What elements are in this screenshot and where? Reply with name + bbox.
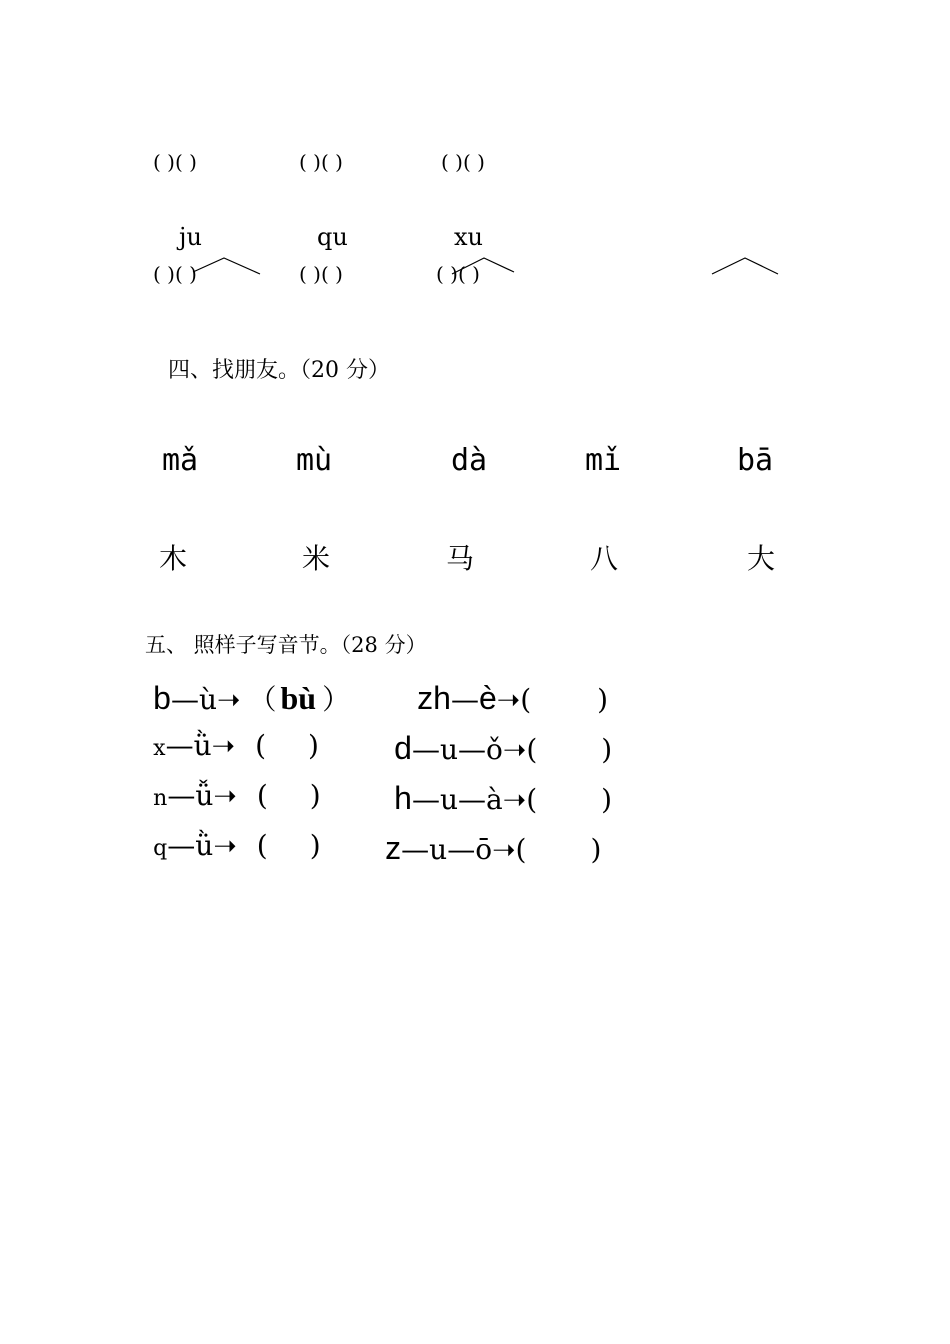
ex-arrow-icon: ➝ [217,683,241,716]
rh-final: à [486,783,503,816]
paren-pair-6: ( )( ) [436,262,480,286]
ln-close-paren: ) [309,779,321,812]
lq-vowel: ǜ [195,829,214,862]
right-row-h [384,766,612,814]
rh-dash-1: — [411,783,440,816]
pinyin-5: bā [737,443,774,478]
rz-open-paren[interactable]: ( [515,833,527,866]
syllable-ju: ju [179,223,202,251]
ln-dash: — [167,779,196,812]
r1-dash: — [450,683,479,716]
lq-arrow-icon: ➝ [213,829,237,862]
ex-open-paren: （ [248,683,277,716]
ln-arrow-icon: ➝ [213,779,237,812]
rz-final: ō [475,833,493,866]
ex-dash: — [170,683,199,716]
pinyin-2: mù [296,443,333,478]
rz-dash-2: — [447,833,476,866]
ex-vowel: ù [198,683,218,716]
paren-pair-2: ( )( ) [299,150,343,174]
rd-dash-1: — [411,733,440,766]
split-line-ju [193,258,260,274]
paren-pair-5: ( )( ) [299,262,343,286]
lx-arrow-icon: ➝ [211,729,236,762]
hanzi-1: 木 [159,542,188,575]
lx-dash: — [165,729,194,762]
hanzi-4: 八 [590,542,619,575]
ln-open-paren[interactable]: ( [256,779,268,812]
lq-initial: q [153,836,168,861]
ex-initial: b [153,680,171,716]
rh-mid: u [439,783,459,816]
rd-arrow-icon: ➝ [502,733,527,766]
rh-dash-2: — [458,783,487,816]
rd-dash-2: — [458,733,487,766]
ex-close-paren: ） [322,683,351,716]
lq-close-paren: ) [309,829,321,862]
hanzi-3: 马 [446,542,475,575]
lx-initial: x [153,736,166,761]
lq-open-paren[interactable]: ( [256,829,268,862]
rd-final: ǒ [486,733,503,766]
rd-open-paren[interactable]: ( [526,733,538,766]
ln-vowel: ǚ [195,779,214,812]
pinyin-4: mǐ [585,443,622,478]
rh-close-paren: ) [601,783,613,816]
rd-mid: u [439,733,459,766]
right-row-d [384,716,612,764]
rh-initial: h [394,780,412,816]
section-4-heading: 四、找朋友。（20 分） [168,358,390,383]
pinyin-3: dà [451,443,488,478]
section-5-heading: 五、 照样子写音节。（28 分） [145,633,427,657]
paren-pair-1: ( )( ) [153,150,197,174]
rz-dash-1: — [401,833,430,866]
pinyin-1: mǎ [162,443,199,478]
example-row [143,666,350,714]
rz-close-paren: ) [590,833,602,866]
rz-initial: z [385,830,402,866]
syllable-qu: qu [317,223,348,251]
left-row-x [143,716,319,760]
rd-initial: d [394,730,412,766]
hanzi-5: 大 [747,542,776,575]
split-line-extra [712,258,778,274]
split-lines [0,0,950,300]
r1-vowel: è [478,680,497,716]
r1-close-paren: ) [597,683,609,716]
r1-arrow-icon: ➝ [496,683,521,716]
split-line-xu [452,258,514,274]
rz-arrow-icon: ➝ [492,833,516,866]
lx-open-paren[interactable]: ( [255,729,267,762]
rh-arrow-icon: ➝ [502,783,527,816]
lq-dash: — [167,829,196,862]
right-row-1 [407,666,608,714]
hanzi-2: 米 [302,542,331,575]
r1-initial: zh [417,680,451,716]
right-row-z [375,816,601,864]
left-row-n [143,766,321,810]
ex-answer: bù [280,680,317,716]
rd-close-paren: ) [601,733,613,766]
r1-open-paren[interactable]: ( [520,683,532,716]
rz-mid: u [429,833,448,866]
paren-pair-4: ( )( ) [153,262,197,286]
lx-vowel: ǜ [193,729,212,762]
ln-initial: n [153,786,168,811]
lx-close-paren: ) [308,729,319,762]
rh-open-paren[interactable]: ( [526,783,538,816]
syllable-xu: xu [454,223,483,251]
paren-pair-3: ( )( ) [441,150,485,174]
left-row-q [143,816,321,860]
